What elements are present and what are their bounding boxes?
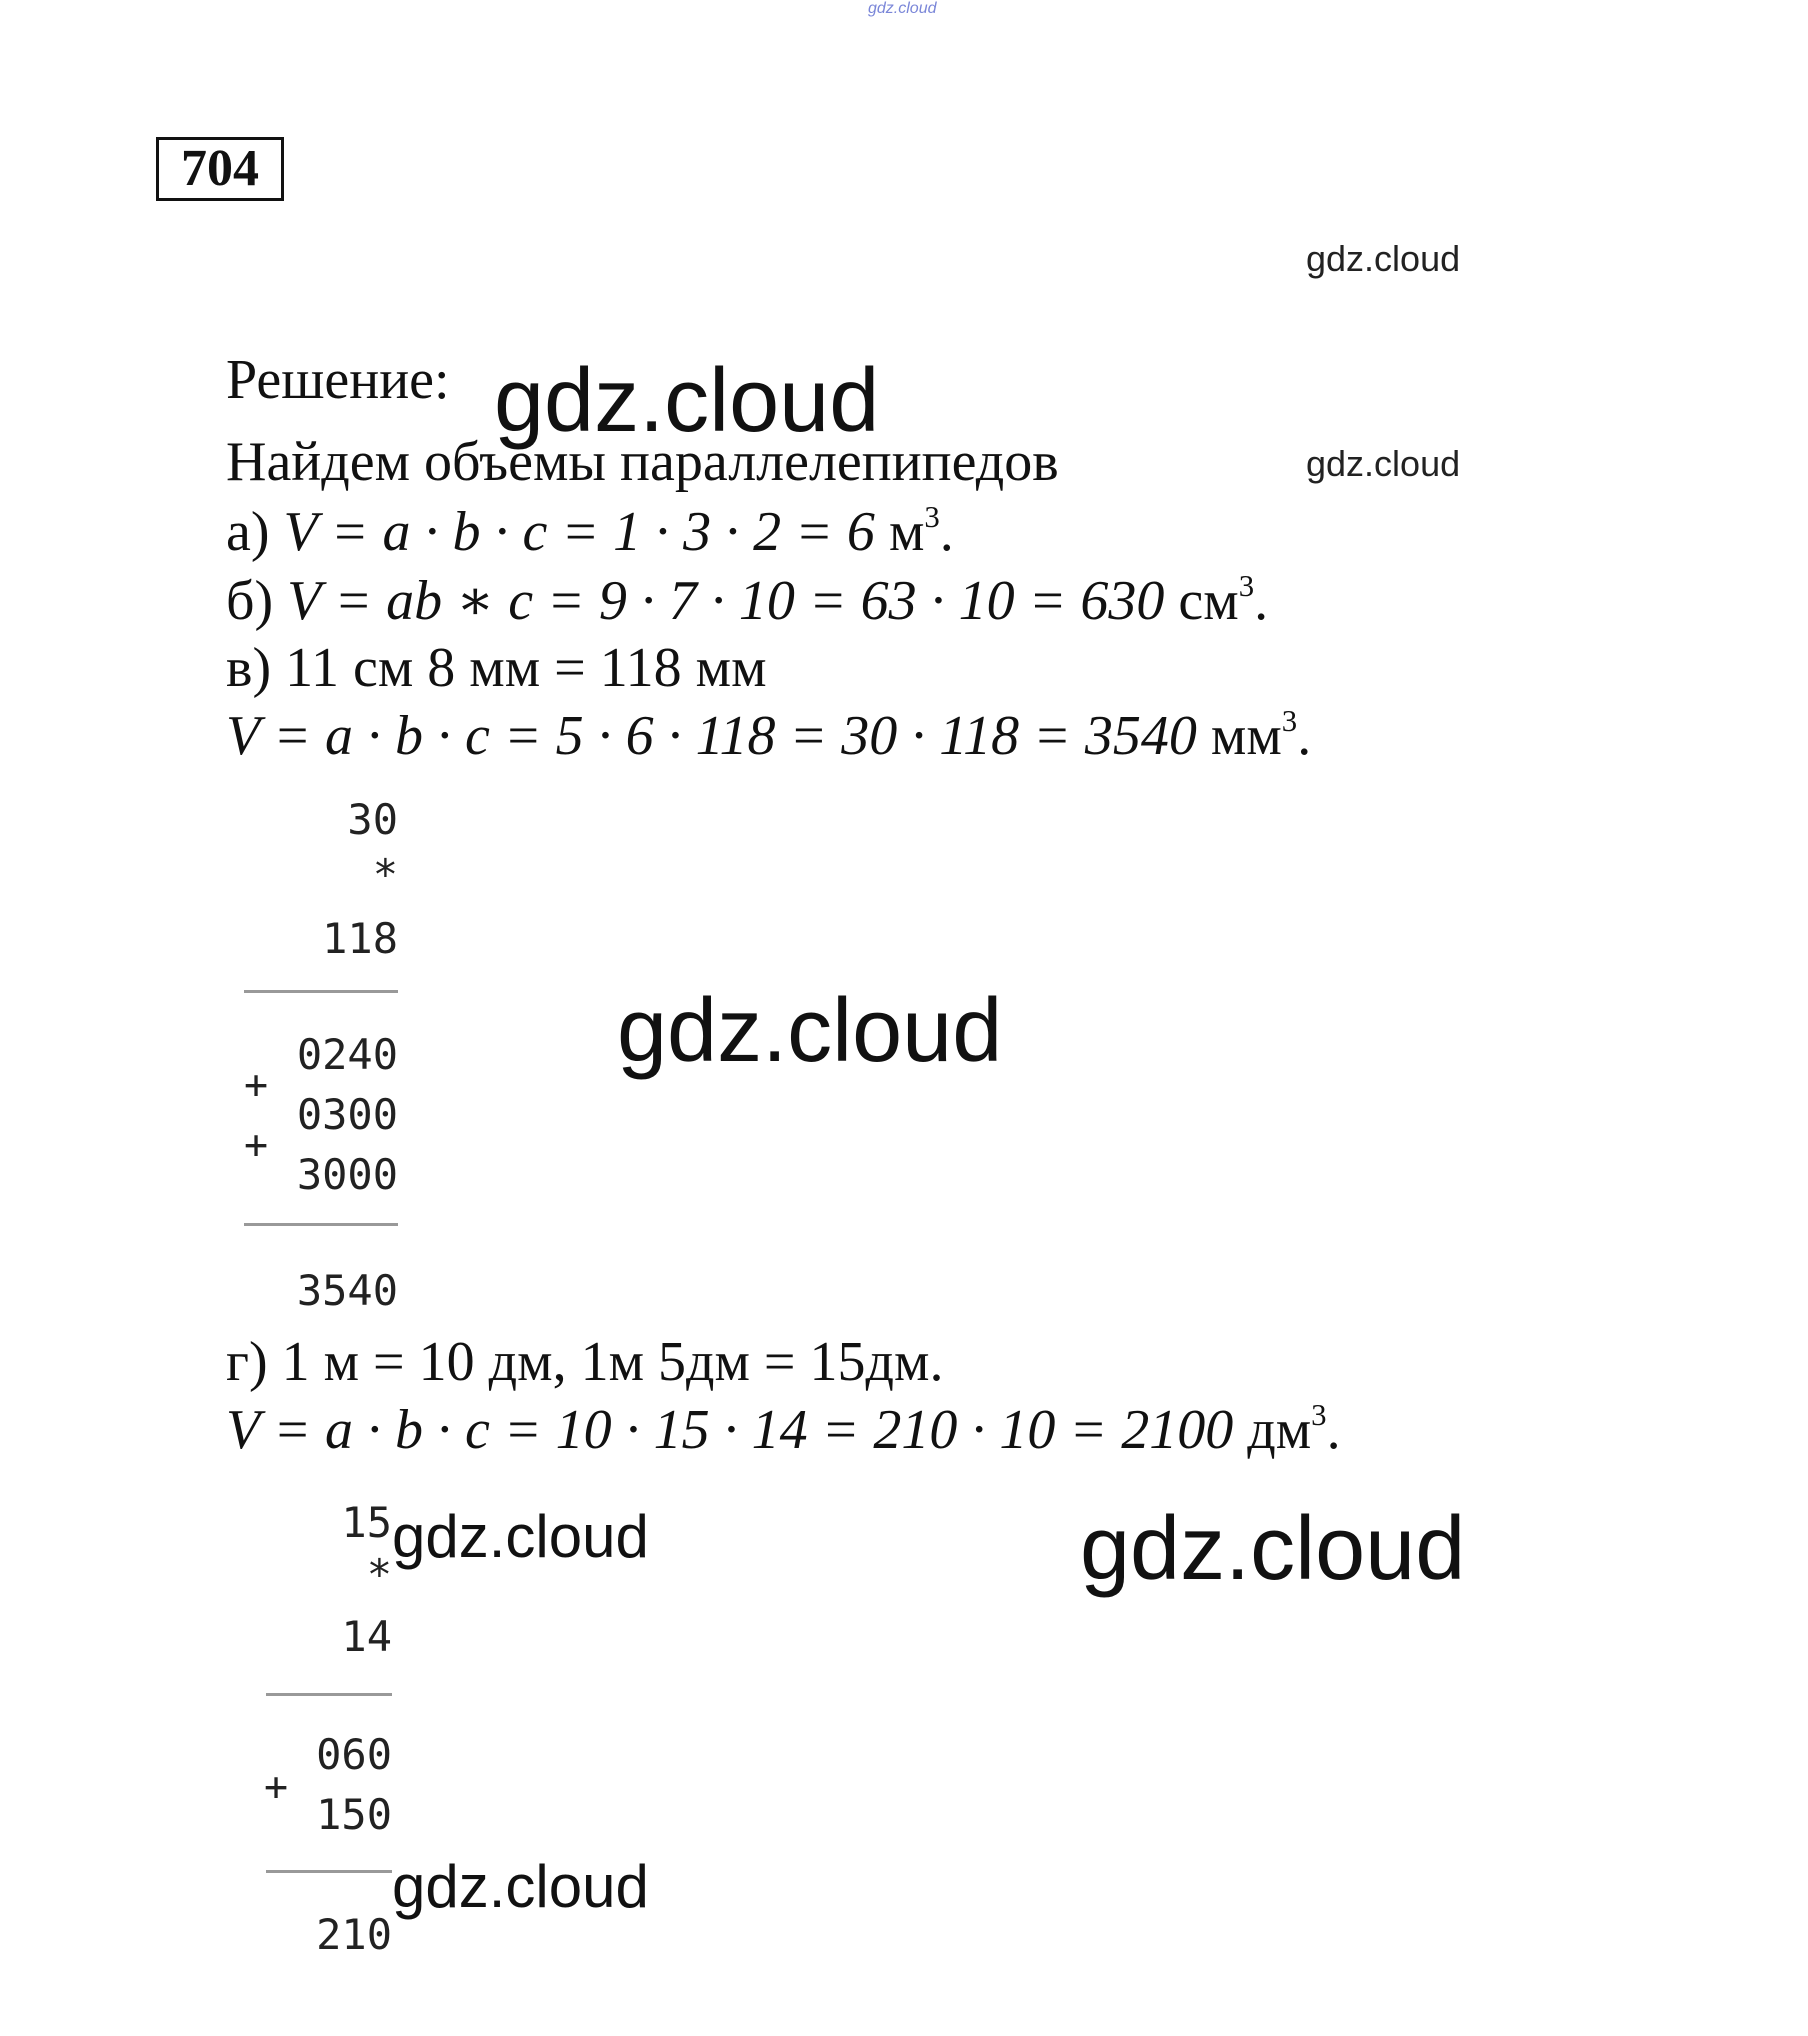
calc1-a: 30 bbox=[347, 795, 398, 844]
line-a-exp: 3 bbox=[924, 499, 940, 534]
calc1-plus-2: + bbox=[244, 1122, 269, 1168]
watermark-mid-2: gdz.cloud bbox=[392, 1853, 649, 1920]
line-v2 bbox=[226, 704, 1311, 768]
calc2-rule-1 bbox=[266, 1693, 392, 1696]
calc1-result: 3540 bbox=[296, 1266, 398, 1315]
calc2-op: * bbox=[366, 1550, 392, 1599]
line-b-end: . bbox=[1254, 570, 1269, 632]
line-g2-exp: 3 bbox=[1311, 1397, 1327, 1432]
line-b-exp: 3 bbox=[1238, 568, 1255, 603]
line-g2-formula: V = a · b · c = 10 · 15 · 14 = 210 · 10 = 2100 bbox=[226, 1399, 1248, 1461]
line-a-end: . bbox=[939, 501, 954, 563]
calc1-rule-1 bbox=[244, 990, 398, 993]
calc2-partial-0: 060 bbox=[316, 1730, 392, 1779]
line-b bbox=[226, 568, 1268, 633]
line-a-unit: м bbox=[888, 501, 925, 563]
line-b-unit: см bbox=[1178, 570, 1239, 632]
line-g1: г) 1 м = 10 дм, 1м 5дм = 15дм. bbox=[226, 1331, 944, 1393]
intro-text: Найдем объемы параллелепипедов bbox=[226, 431, 1059, 493]
line-g2-end: . bbox=[1326, 1399, 1341, 1461]
line-v2-end: . bbox=[1297, 705, 1312, 767]
line-g2-unit: дм bbox=[1247, 1399, 1312, 1461]
line-g2 bbox=[226, 1398, 1341, 1462]
line-a-formula: V = a · b · c = 1 · 3 · 2 = 6 bbox=[283, 501, 889, 563]
line-v2-exp: 3 bbox=[1281, 703, 1298, 738]
calc1-rule-2 bbox=[244, 1223, 398, 1226]
calc2-partial-1: 150 bbox=[316, 1790, 392, 1839]
line-b-formula: V = ab ∗ c = 9 · 7 · 10 = 63 · 10 = 630 bbox=[287, 570, 1179, 632]
watermark-small-1: gdz.cloud bbox=[1306, 238, 1461, 279]
line-b-prefix: б) bbox=[226, 570, 288, 632]
solution-heading: Решение: bbox=[226, 349, 450, 411]
calc2-b: 14 bbox=[341, 1612, 392, 1661]
calc1-op: * bbox=[372, 850, 398, 899]
calc2-rule-2 bbox=[266, 1870, 392, 1873]
calc1-plus-1: + bbox=[244, 1062, 269, 1108]
watermark-mid-1: gdz.cloud bbox=[392, 1503, 649, 1570]
calc2-a: 15 bbox=[341, 1498, 392, 1547]
watermark-big-1: gdz.cloud bbox=[494, 351, 880, 451]
line-a bbox=[226, 500, 954, 564]
watermark-big-3: gdz.cloud bbox=[1080, 1499, 1466, 1599]
calc1-partial-0: 0240 bbox=[296, 1030, 398, 1079]
watermark-big-2: gdz.cloud bbox=[617, 981, 1003, 1081]
calc1-partial-1: 0300 bbox=[296, 1090, 398, 1139]
calc1-partial-2: 3000 bbox=[296, 1150, 398, 1199]
task-number-box: 704 bbox=[156, 137, 284, 201]
calc2-plus: + bbox=[264, 1764, 289, 1810]
watermark-top: gdz.cloud bbox=[868, 0, 937, 17]
line-v2-formula: V = a · b · c = 5 · 6 · 118 = 30 · 118 = 3540 bbox=[226, 705, 1211, 767]
calc2-result: 210 bbox=[316, 1910, 392, 1959]
line-v2-unit: мм bbox=[1210, 705, 1282, 767]
watermark-small-2: gdz.cloud bbox=[1306, 443, 1461, 484]
line-v1: в) 11 см 8 мм = 118 мм bbox=[226, 637, 767, 699]
calc1-b: 118 bbox=[322, 914, 398, 963]
line-a-prefix: а) bbox=[226, 501, 284, 563]
